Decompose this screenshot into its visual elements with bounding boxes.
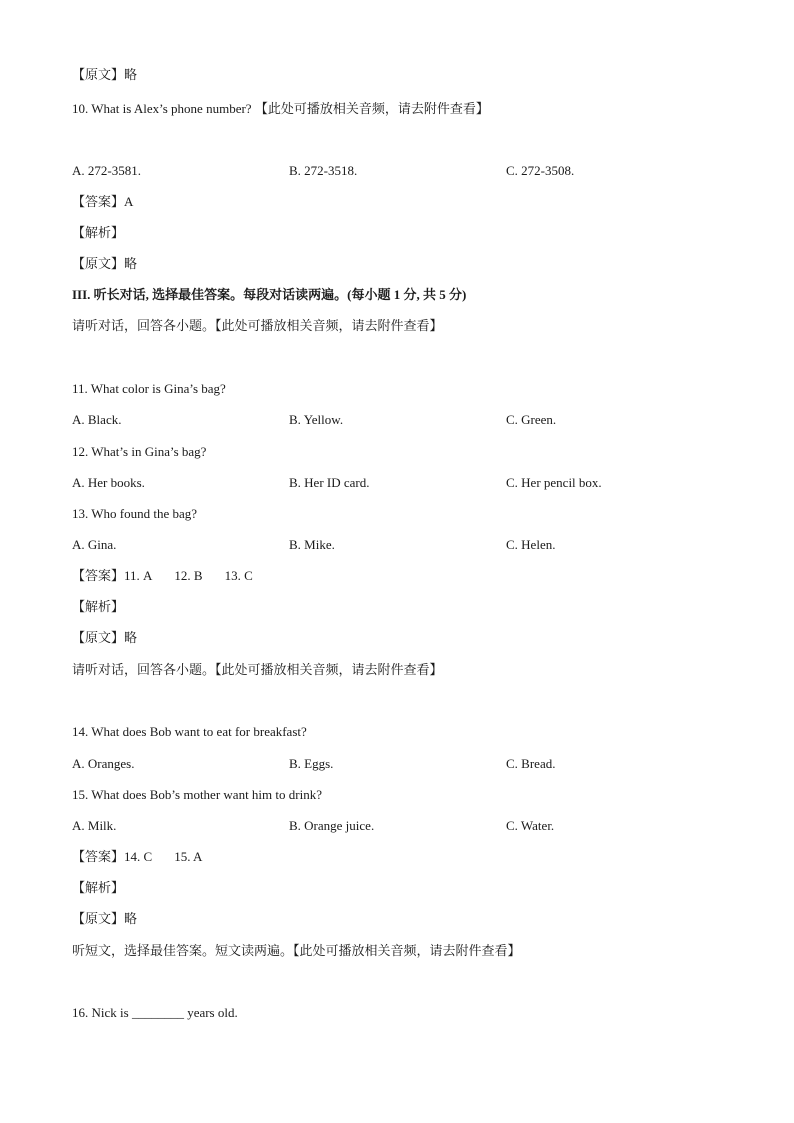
option-13-c: C. Helen.: [506, 537, 556, 552]
question-13: 13. Who found the bag?: [72, 506, 198, 521]
option-12-b: B. Her ID card.: [289, 475, 370, 490]
answer-14: 14. C: [124, 849, 153, 864]
option-10-a: A. 272-3581.: [72, 163, 141, 178]
answer-14-15: [72, 848, 202, 866]
option-15-b: B. Orange juice.: [289, 818, 375, 833]
question-16: 16. Nick is ________ years old.: [72, 1005, 238, 1020]
question-10: 10. What is Alex’s phone number? 【此处可播放相关音频，请去附件查看】: [72, 101, 489, 116]
option-11-a: A. Black.: [72, 412, 122, 427]
section-3-heading: III. 听长对话, 选择最佳答案。每段对话读两遍。(每小题 1 分, 共 5 分): [72, 287, 467, 302]
option-14-a: A. Oranges.: [72, 756, 135, 771]
answer-label: 【答案】: [72, 568, 125, 583]
section-intro: 请听对话，回答各小题。【此处可播放相关音频，请去附件查看】: [72, 318, 443, 333]
question-15: 15. What does Bob’s mother want him to drink?: [72, 787, 322, 802]
option-11-b: B. Yellow.: [289, 412, 344, 427]
option-12-a: A. Her books.: [72, 475, 145, 490]
original-text-note: 【原文】略: [72, 256, 138, 271]
option-10-c: C. 272-3508.: [506, 163, 575, 178]
analysis-label: 【解析】: [72, 599, 125, 614]
option-13-a: A. Gina.: [72, 537, 117, 552]
answer-11-13: [72, 567, 253, 585]
question-12: 12. What’s in Gina’s bag?: [72, 444, 207, 459]
option-14-c: C. Bread.: [506, 756, 556, 771]
analysis-label: 【解析】: [72, 225, 125, 240]
answer-13: 13. C: [224, 568, 253, 583]
section-intro: 听短文，选择最佳答案。短文读两遍。【此处可播放相关音频，请去附件查看】: [72, 943, 521, 958]
option-15-a: A. Milk.: [72, 818, 117, 833]
answer-11: 11. A: [124, 568, 153, 583]
original-text-note: 【原文】略: [72, 911, 138, 926]
question-11: 11. What color is Gina’s bag?: [72, 381, 226, 396]
answer-15: 15. A: [174, 849, 203, 864]
option-14-b: B. Eggs.: [289, 756, 334, 771]
original-text-note: 【原文】略: [72, 67, 138, 82]
option-13-b: B. Mike.: [289, 537, 335, 552]
answer-10: 【答案】A: [72, 194, 134, 209]
answer-12: 12. B: [174, 568, 203, 583]
option-11-c: C. Green.: [506, 412, 557, 427]
section-intro: 请听对话，回答各小题。【此处可播放相关音频，请去附件查看】: [72, 662, 443, 677]
question-14: 14. What does Bob want to eat for breakfast?: [72, 724, 307, 739]
answer-label: 【答案】: [72, 849, 125, 864]
original-text-note: 【原文】略: [72, 630, 138, 645]
option-12-c: C. Her pencil box.: [506, 475, 602, 490]
analysis-label: 【解析】: [72, 880, 125, 895]
option-10-b: B. 272-3518.: [289, 163, 358, 178]
option-15-c: C. Water.: [506, 818, 555, 833]
